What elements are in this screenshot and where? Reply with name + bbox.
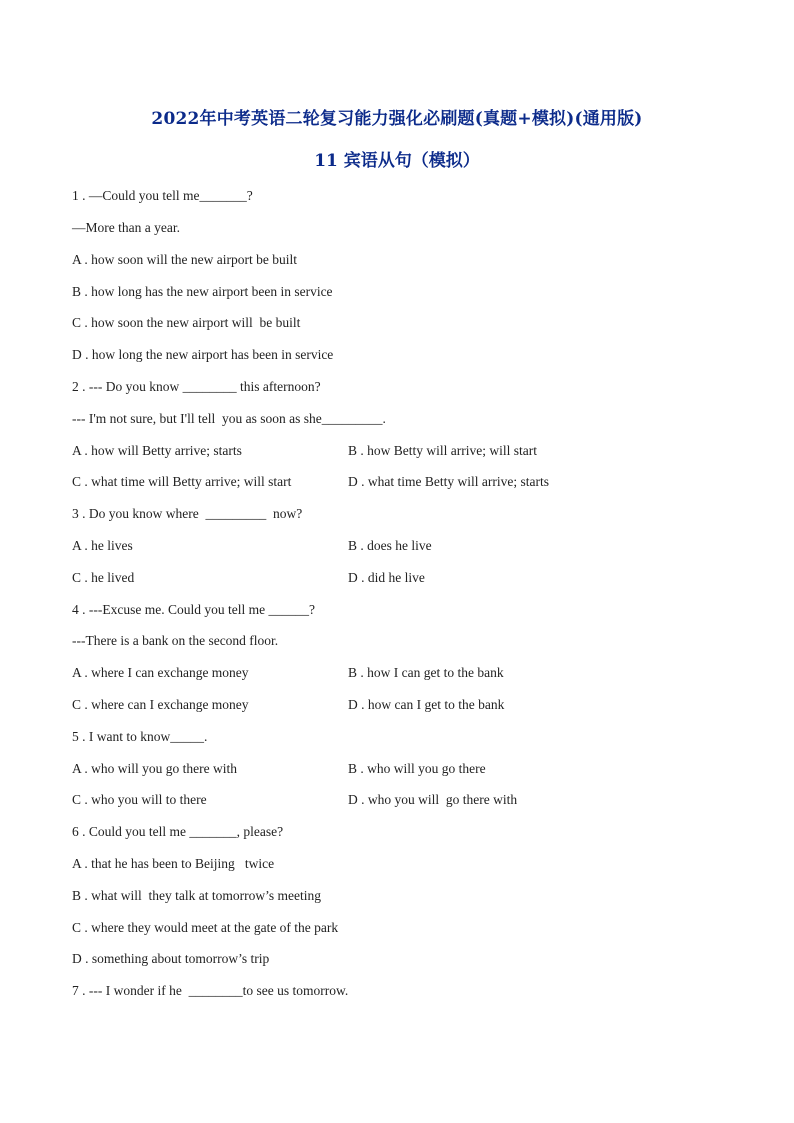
- question-6-option-c: C . where they would meet at the gate of the park: [72, 920, 339, 935]
- question-5-option-c: C . who you will to there: [72, 792, 207, 807]
- question-6-option-b: B . what will they talk at tomorrow’s meeting: [72, 888, 321, 903]
- question-6-stem: 6 . Could you tell me _______, please?: [72, 824, 284, 839]
- question-1-stem: 1 . —Could you tell me_______?: [72, 188, 253, 203]
- question-6-option-a: A . that he has been to Beijing twice: [72, 856, 275, 871]
- question-3-option-b: B . does he live: [348, 538, 432, 553]
- question-2-option-d: D . what time Betty will arrive; starts: [348, 474, 549, 489]
- question-3-stem: 3 . Do you know where _________ now?: [72, 506, 303, 521]
- question-1-option-d: D . how long the new airport has been in service: [72, 347, 334, 362]
- question-5-option-a: A . who will you go there with: [72, 761, 237, 776]
- question-1-dialog: —More than a year.: [72, 220, 180, 235]
- question-2-stem: 2 . --- Do you know ________ this afternoon?: [72, 379, 321, 394]
- question-7-stem: 7 . --- I wonder if he ________to see us tomorrow.: [72, 983, 349, 998]
- question-2-option-b: B . how Betty will arrive; will start: [348, 443, 537, 458]
- question-6-option-d: D . something about tomorrow’s trip: [72, 951, 270, 966]
- question-4-option-b: B . how I can get to the bank: [348, 665, 504, 680]
- question-1-option-a: A . how soon will the new airport be built: [72, 252, 297, 267]
- question-5-stem: 5 . I want to know_____.: [72, 729, 208, 744]
- question-5-option-d: D . who you will go there with: [348, 792, 518, 807]
- question-4-option-d: D . how can I get to the bank: [348, 697, 505, 712]
- question-2-option-a: A . how will Betty arrive; starts: [72, 443, 242, 458]
- question-1-option-b: B . how long has the new airport been in service: [72, 284, 333, 299]
- question-4-option-a: A . where I can exchange money: [72, 665, 249, 680]
- question-2-dialog: --- I'm not sure, but I'll tell you as soon as she_________.: [72, 411, 386, 426]
- question-2-option-c: C . what time will Betty arrive; will start: [72, 474, 292, 489]
- question-4-stem: 4 . ---Excuse me. Could you tell me ______?: [72, 602, 315, 617]
- section-title: 11 宾语从句（模拟）: [314, 151, 480, 171]
- question-5-option-b: B . who will you go there: [348, 761, 486, 776]
- question-4-option-c: C . where can I exchange money: [72, 697, 249, 712]
- question-3-option-c: C . he lived: [72, 570, 135, 585]
- question-3-option-d: D . did he live: [348, 570, 425, 585]
- question-3-option-a: A . he lives: [72, 538, 133, 553]
- document-title: 2022年中考英语二轮复习能力强化必刷题(真题+模拟)(通用版): [151, 109, 643, 129]
- question-1-option-c: C . how soon the new airport will be built: [72, 315, 301, 330]
- question-4-dialog: ---There is a bank on the second floor.: [72, 633, 279, 648]
